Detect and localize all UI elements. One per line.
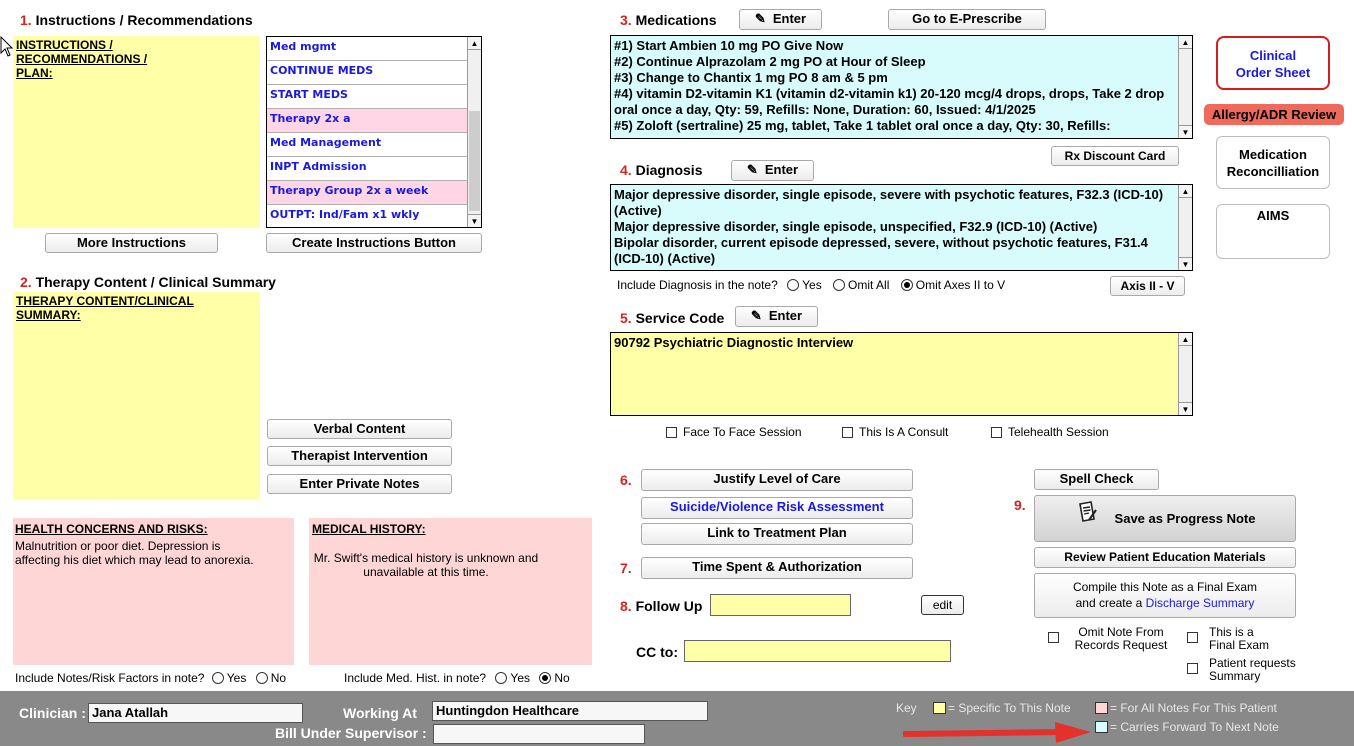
diagnosis-text: Major depressive disorder, single episode, severe with psychotic features, F32.3 (ICD-10) (Active) Major depressive disorder, single episode, unspecified, F32.9 (ICD-10) (Active) Bipolar disorder, current episode depressed, severe, without psychotic features, F31.4 (ICD-10) (Active) bbox=[614, 187, 1164, 266]
follow-up-input[interactable] bbox=[710, 594, 851, 616]
instructions-list-item[interactable]: START MEDS bbox=[267, 85, 467, 109]
time-spent-button[interactable]: Time Spent & Authorization bbox=[641, 557, 913, 579]
therapy-label: THERAPY CONTENT/CLINICAL SUMMARY: bbox=[16, 294, 194, 322]
diagnosis-title: 4. Diagnosis bbox=[620, 162, 703, 178]
include-notes-yes-radio[interactable] bbox=[212, 672, 224, 684]
include-diagnosis-row: Include Diagnosis in the note? Yes Omit All Omit Axes II to V bbox=[617, 278, 1006, 292]
instructions-list-scrollbar[interactable] bbox=[467, 37, 481, 227]
allergy-review-button[interactable]: Allergy/ADR Review bbox=[1204, 104, 1344, 125]
face-to-face-row[interactable]: Face To Face Session bbox=[666, 425, 802, 439]
diagnosis-enter-button[interactable]: ✎ Enter bbox=[731, 160, 814, 181]
bill-supervisor-label: Bill Under Supervisor : bbox=[275, 725, 427, 741]
discharge-summary-link[interactable]: Discharge Summary bbox=[1145, 596, 1255, 610]
scroll-down-icon[interactable]: ▼ bbox=[1179, 402, 1192, 415]
instructions-list-item[interactable]: OUTPT: Ind/Fam x1 wkly bbox=[267, 205, 467, 228]
instructions-list-item[interactable]: Med Management bbox=[267, 133, 467, 157]
include-notes-no-radio[interactable] bbox=[256, 672, 268, 684]
aims-button[interactable]: AIMS bbox=[1216, 204, 1330, 259]
mouse-cursor-icon bbox=[0, 36, 14, 61]
key-cyan-swatch bbox=[1095, 721, 1108, 733]
final-exam-row[interactable]: This is a Final Exam bbox=[1187, 626, 1271, 652]
include-medhist-no-radio[interactable] bbox=[539, 672, 551, 684]
working-at-field[interactable]: Huntingdon Healthcare bbox=[432, 701, 708, 721]
scroll-up-icon[interactable]: ▲ bbox=[1179, 333, 1192, 346]
diagnosis-scrollbar[interactable] bbox=[1178, 185, 1192, 270]
key-yellow-swatch bbox=[933, 702, 946, 714]
medications-scrollbar[interactable] bbox=[1178, 36, 1192, 138]
medications-enter-button[interactable]: ✎ Enter bbox=[739, 9, 822, 30]
instructions-textarea[interactable] bbox=[13, 36, 260, 228]
scroll-up-icon[interactable]: ▲ bbox=[1179, 185, 1192, 198]
therapist-intervention-button[interactable]: Therapist Intervention bbox=[267, 446, 452, 466]
health-concerns-text: Malnutrition or poor diet. Depression is affecting his diet which may lead to anorexia. bbox=[15, 539, 254, 567]
verbal-content-button[interactable]: Verbal Content bbox=[267, 419, 452, 439]
suicide-risk-button[interactable]: Suicide/Violence Risk Assessment bbox=[641, 497, 913, 519]
scroll-down-icon[interactable]: ▼ bbox=[1179, 257, 1192, 270]
scroll-up-icon[interactable]: ▲ bbox=[1179, 36, 1192, 49]
telehealth-checkbox[interactable] bbox=[991, 427, 1002, 438]
rx-discount-button[interactable]: Rx Discount Card bbox=[1051, 146, 1179, 166]
include-medhist-row: Include Med. Hist. in note? Yes No bbox=[344, 671, 570, 685]
key-specific-text: = Specific To This Note bbox=[948, 701, 1071, 715]
consult-checkbox[interactable] bbox=[842, 427, 853, 438]
omit-records-row[interactable]: Omit Note From Records Request bbox=[1048, 626, 1176, 652]
e-prescribe-button[interactable]: Go to E-Prescribe bbox=[888, 9, 1046, 30]
save-progress-note-button[interactable]: Save as Progress Note bbox=[1034, 495, 1296, 542]
follow-up-edit-button[interactable]: edit bbox=[921, 595, 964, 615]
follow-up-label: 8. Follow Up bbox=[620, 598, 703, 614]
service-code-text: 90792 Psychiatric Diagnostic Interview bbox=[614, 335, 854, 350]
key-carries-text: = Carries Forward To Next Note bbox=[1110, 720, 1279, 734]
medical-history-label: MEDICAL HISTORY: bbox=[312, 522, 426, 536]
medications-textarea[interactable] bbox=[610, 35, 1193, 139]
scroll-up-icon[interactable]: ▲ bbox=[468, 37, 481, 50]
red-arrow-annotation bbox=[903, 720, 1093, 746]
health-concerns-label: HEALTH CONCERNS AND RISKS: bbox=[15, 522, 208, 536]
document-pen-icon bbox=[1075, 497, 1099, 542]
footer-bar bbox=[0, 691, 1354, 746]
pencil-icon: ✎ bbox=[754, 11, 766, 26]
face-to-face-checkbox[interactable] bbox=[666, 427, 677, 438]
link-treatment-plan-button[interactable]: Link to Treatment Plan bbox=[641, 523, 913, 545]
health-concerns-box[interactable] bbox=[13, 518, 294, 665]
therapy-textarea[interactable] bbox=[13, 292, 260, 499]
service-code-textarea[interactable] bbox=[610, 332, 1193, 416]
medical-history-text: Mr. Swift's medical history is unknown and unavailable at this time. bbox=[313, 551, 539, 579]
diagnosis-omit-all-radio[interactable] bbox=[833, 279, 845, 291]
medication-reconciliation-button[interactable]: Medication Reconcilliation bbox=[1216, 136, 1330, 189]
bill-supervisor-field[interactable] bbox=[433, 724, 645, 744]
pencil-icon: ✎ bbox=[750, 308, 762, 323]
consult-row[interactable]: This Is A Consult bbox=[842, 425, 948, 439]
patient-summary-row[interactable]: Patient requests Summary bbox=[1187, 657, 1309, 683]
clinician-label: Clinician : bbox=[19, 705, 86, 721]
instructions-list-item[interactable]: Med mgmt bbox=[267, 37, 467, 61]
justify-level-button[interactable]: Justify Level of Care bbox=[641, 469, 913, 491]
include-notes-row: Include Notes/Risk Factors in note? Yes No bbox=[15, 671, 287, 685]
scroll-down-icon[interactable]: ▼ bbox=[468, 214, 481, 227]
instructions-list-item[interactable]: Therapy 2x a bbox=[267, 109, 467, 133]
private-notes-button[interactable]: Enter Private Notes bbox=[267, 474, 452, 494]
key-all-notes-text: = For All Notes For This Patient bbox=[1110, 701, 1277, 715]
service-code-enter-button[interactable]: ✎ Enter bbox=[735, 306, 818, 327]
telehealth-row[interactable]: Telehealth Session bbox=[991, 425, 1109, 439]
key-pink-swatch bbox=[1095, 702, 1108, 714]
medications-title: 3. Medications bbox=[620, 12, 717, 28]
cc-to-label: CC to: bbox=[636, 644, 678, 660]
review-education-button[interactable]: Review Patient Education Materials bbox=[1034, 547, 1296, 568]
spell-check-button[interactable]: Spell Check bbox=[1034, 469, 1159, 490]
working-at-label: Working At bbox=[343, 705, 417, 721]
diagnosis-yes-radio[interactable] bbox=[787, 279, 799, 291]
clinician-field[interactable]: Jana Atallah bbox=[88, 703, 303, 723]
include-medhist-yes-radio[interactable] bbox=[495, 672, 507, 684]
diagnosis-textarea[interactable] bbox=[610, 184, 1193, 271]
therapy-title: 2. Therapy Content / Clinical Summary bbox=[20, 274, 276, 290]
medications-text: #1) Start Ambien 10 mg PO Give Now #2) Continue Alprazolam 2 mg PO at Hour of Sleep #3) Change to Chantix 1 mg PO 8 am & 5 pm #4) vitamin D2-vitamin K1 (vitamin d2-vitamin k1) 20-120 mcg/4 drops, drops, Take 2 drop oral once a day, Qty: 59, Refills: None, Duration: 60, Issued: 4/1/2025 #5) Zoloft (sertraline) 25 mg, tablet, Take 1 tablet oral once a day, Qty: 30, Refills: bbox=[614, 38, 1165, 133]
instructions-label: INSTRUCTIONS / RECOMMENDATIONS / PLAN: bbox=[16, 38, 148, 80]
instructions-list-item[interactable]: Therapy Group 2x a week bbox=[267, 181, 467, 205]
service-code-title: 5. Service Code bbox=[620, 310, 725, 326]
pencil-icon: ✎ bbox=[746, 162, 758, 177]
section6-number: 6. bbox=[620, 472, 632, 488]
scroll-thumb[interactable] bbox=[469, 111, 480, 211]
clinical-order-sheet-button[interactable]: Clinical Order Sheet bbox=[1216, 36, 1330, 90]
section9-number: 9. bbox=[1014, 497, 1026, 513]
final-exam-checkbox[interactable] bbox=[1187, 632, 1198, 643]
scroll-down-icon[interactable]: ▼ bbox=[1179, 125, 1192, 138]
more-instructions-button[interactable]: More Instructions bbox=[45, 233, 218, 253]
section7-number: 7. bbox=[620, 560, 632, 576]
compile-final-exam-button[interactable]: Compile this Note as a Final Exam and create a Discharge Summary bbox=[1034, 573, 1296, 618]
instructions-list-item[interactable]: CONTINUE MEDS bbox=[267, 61, 467, 85]
omit-records-checkbox[interactable] bbox=[1048, 632, 1059, 643]
patient-summary-checkbox[interactable] bbox=[1187, 663, 1198, 674]
cc-to-input[interactable] bbox=[684, 640, 951, 662]
instructions-list[interactable] bbox=[266, 36, 482, 228]
create-instructions-button[interactable]: Create Instructions Button bbox=[266, 233, 482, 253]
key-label: Key bbox=[896, 701, 917, 715]
axis-button[interactable]: Axis II - V bbox=[1110, 276, 1185, 296]
medical-history-box[interactable] bbox=[309, 518, 592, 665]
diagnosis-omit-axes-radio[interactable] bbox=[901, 279, 913, 291]
instructions-title: 1. Instructions / Recommendations bbox=[20, 12, 253, 28]
service-code-scrollbar[interactable] bbox=[1178, 333, 1192, 415]
instructions-list-item[interactable]: INPT Admission bbox=[267, 157, 467, 181]
